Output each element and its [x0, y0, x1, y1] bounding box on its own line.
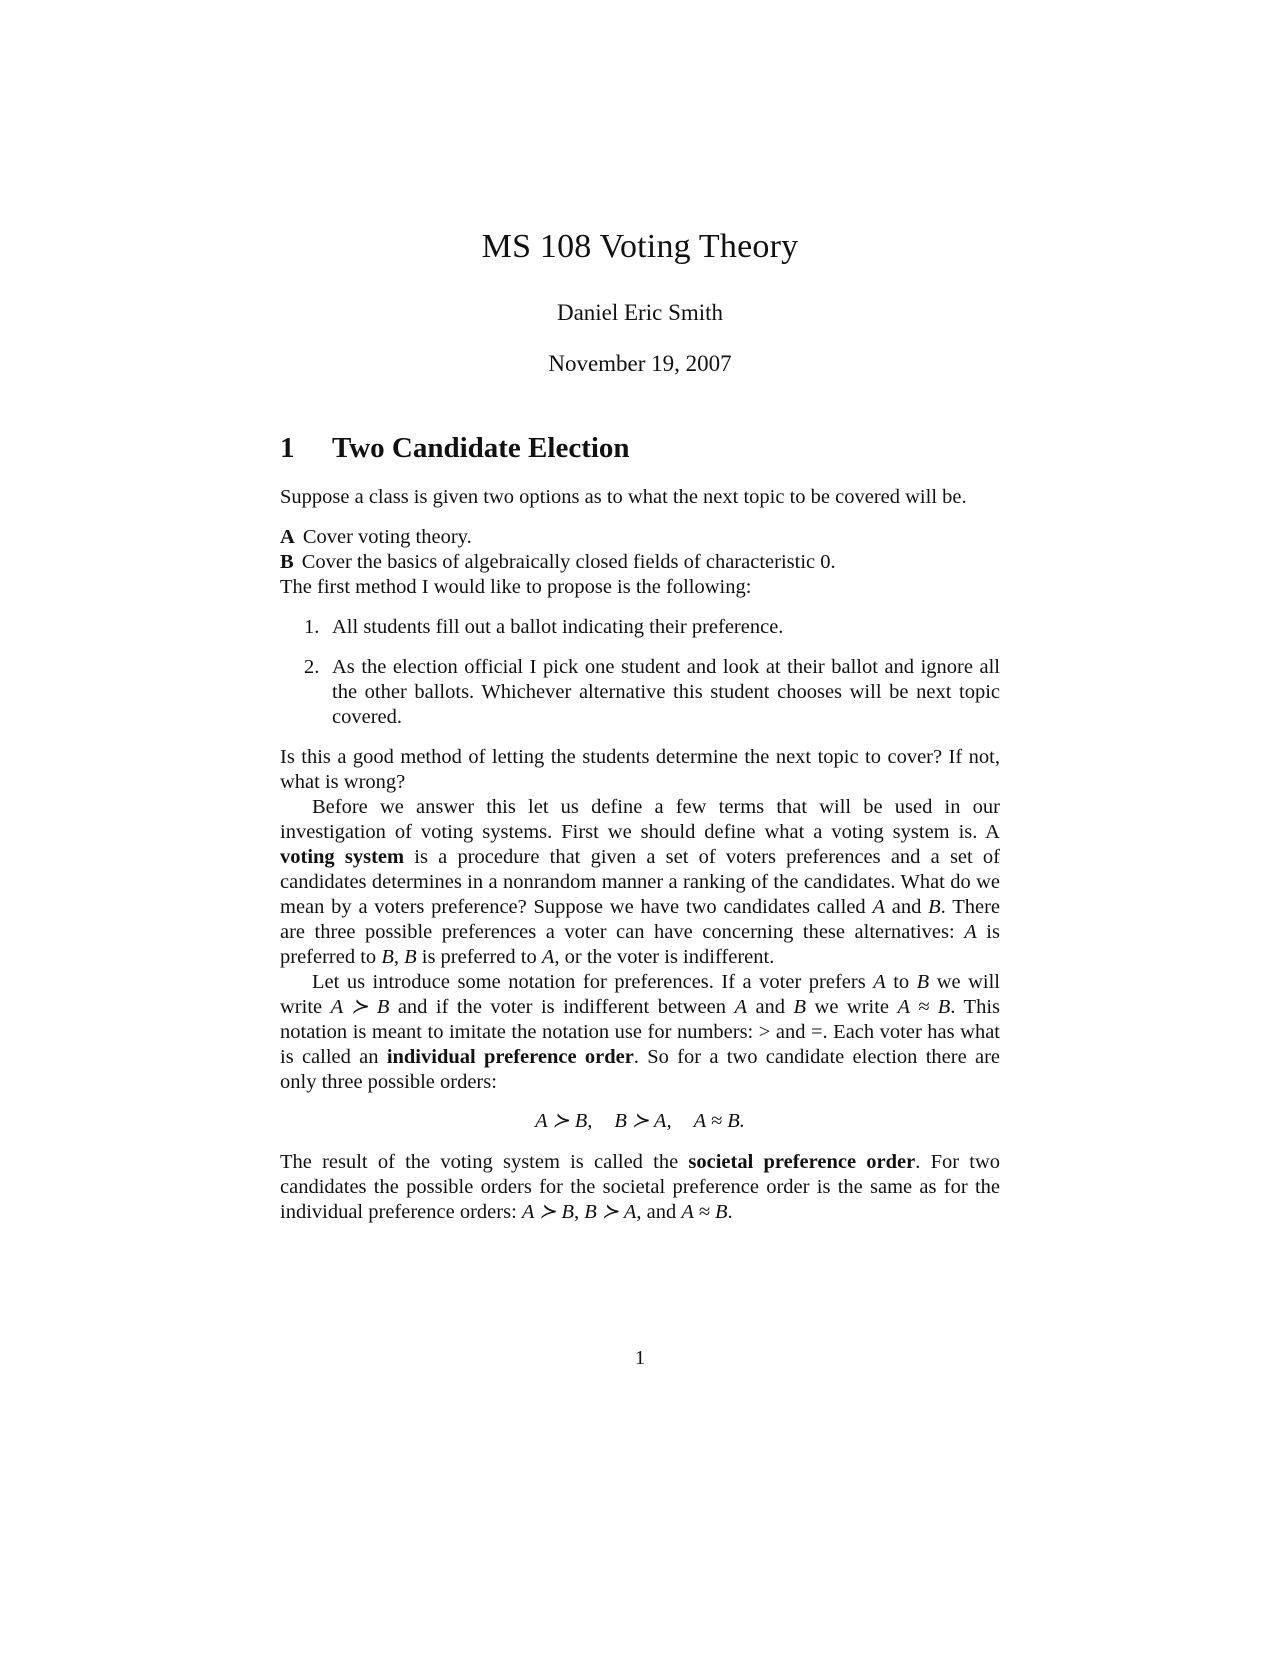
- math-prefers: A ≻ B: [330, 996, 390, 1018]
- alternative-text: Cover voting theory.: [302, 526, 472, 548]
- term-societal-preference-order: societal preference order: [688, 1151, 916, 1173]
- document-date: November 19, 2007: [548, 351, 732, 376]
- alternative-letter: A: [280, 526, 295, 548]
- document-body: [280, 485, 1000, 1225]
- term-voting-system: voting system: [280, 846, 405, 868]
- display-equation: [280, 1109, 1000, 1134]
- list-item-text: As the election official I pick one student and look at their ballot and ignore all the other ballots. Whichever alternative this student chooses will be next topic covered.: [332, 656, 1000, 728]
- alternative-text: Cover the basics of algebraically closed fields of characteristic 0.: [301, 551, 836, 573]
- section-number: 1: [280, 432, 295, 464]
- order-2: B ≻ A,: [614, 1110, 672, 1132]
- term-individual-preference-order: individual preference order: [386, 1046, 634, 1068]
- list-item-number: 2.: [304, 656, 320, 678]
- question-paragraph: Is this a good method of letting the students determine the next topic to cover? If not, what is wrong?: [280, 746, 1000, 793]
- list-item: [280, 615, 1000, 640]
- order-3: A ≈ B.: [693, 1110, 745, 1132]
- author-name: Daniel Eric Smith: [556, 300, 724, 325]
- order-1: A ≻ B,: [535, 1110, 593, 1132]
- method-intro: The first method I would like to propose is the following:: [280, 576, 752, 598]
- list-item-text: All students fill out a ballot indicating their preference.: [332, 616, 784, 638]
- alternative-b: [280, 550, 1000, 575]
- list-item: [280, 655, 1000, 730]
- alternative-letter: B: [280, 551, 294, 573]
- document-title: MS 108 Voting Theory: [481, 228, 799, 265]
- section-title: Two Candidate Election: [332, 432, 630, 464]
- method-steps-list: [280, 615, 1000, 730]
- list-item-number: 1.: [304, 616, 320, 638]
- definitions-paragraph: Before we answer this let us define a few terms that will be used in our investigation of voting systems. First we should define what a voting system is. A voting system is a procedure that given a set of voters preferences and a set of candidates determines in a nonrandom manner a ranking of the candidates. What do we mean by a voters preference? Suppose we have two candidates called A and B. There are three possible preferences a voter can have concerning these alternatives: A is preferred to B, B is preferred to A, or the voter is indifferent.: [280, 796, 1000, 968]
- notation-paragraph: Let us introduce some notation for preferences. If a voter prefers A to B we will write A ≻ B and if the voter is indifferent between A and B we write A ≈ B. This notation is meant to imitate the notation use for numbers: > and =. Each voter has what is called an individual preference order. So for a two candidate election there are only three possible orders:: [280, 971, 1001, 1093]
- section-heading: [280, 432, 630, 465]
- intro-paragraph: Suppose a class is given two options as to what the next topic to be covered will be.: [280, 486, 967, 508]
- math-indifferent: A ≈ B: [897, 996, 951, 1018]
- societal-order-paragraph: The result of the voting system is called the societal preference order. For two candidates the possible orders for the societal preference order is the same as for the individual preference orders: A ≻ B, B ≻ A, and A ≈ B.: [280, 1151, 1001, 1223]
- alternative-a: [280, 525, 1000, 550]
- page-number: 1: [634, 1347, 646, 1369]
